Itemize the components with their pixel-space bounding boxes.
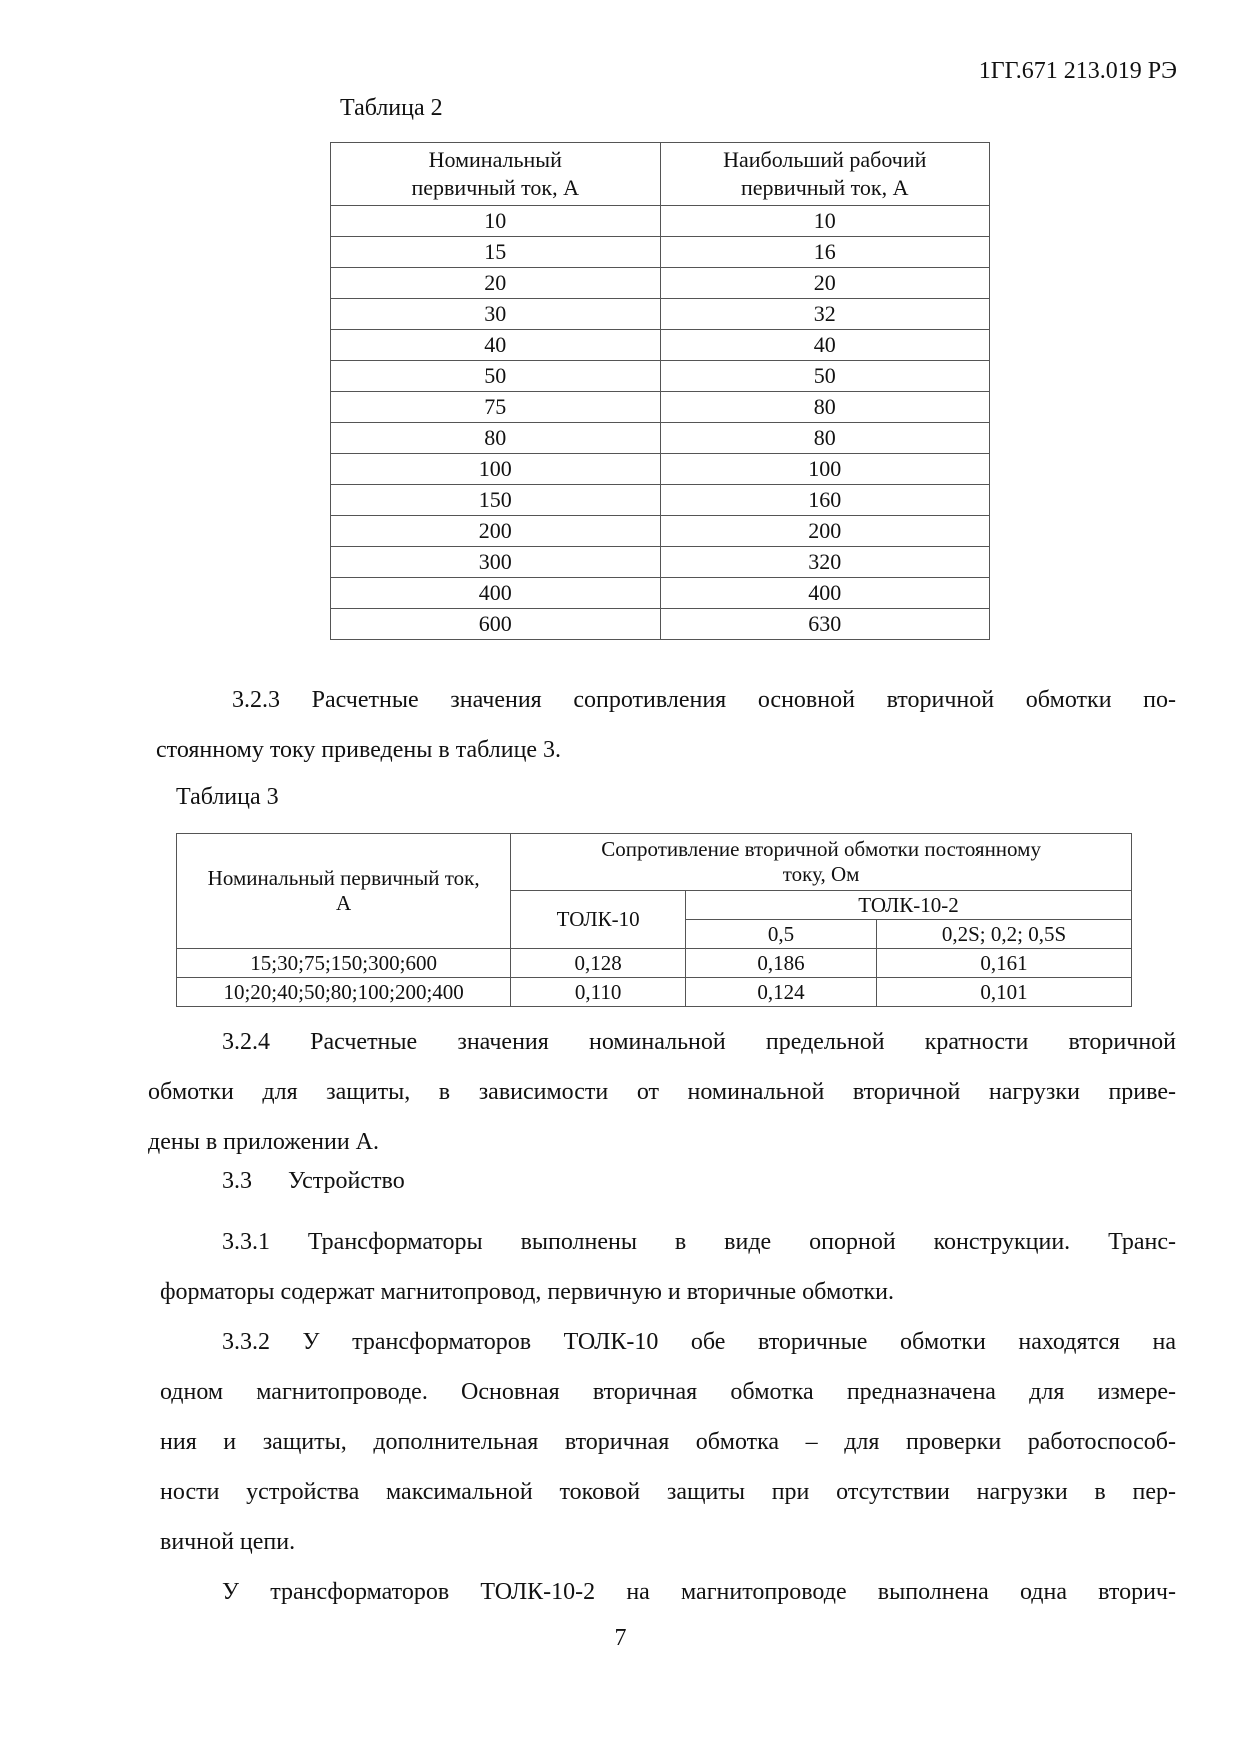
table-2 [330,142,990,640]
document-code: 1ГГ.671 213.019 РЭ [978,58,1177,84]
column-header-tolk-10-2: ТОЛК-10-2 [686,891,1132,920]
cell-nominal-current: 50 [331,361,661,392]
text-line: дены в приложении А. [148,1129,380,1155]
header-line: Номинальный первичный ток, [207,866,480,890]
paragraph-3-3-2 [160,1317,1176,1567]
table-row [331,361,990,392]
cell-nominal-current: 400 [331,578,661,609]
cell-tolk-10: 0,110 [511,978,686,1007]
text-line: ния и защиты, дополнительная вторичная обмотка – для проверки работоспособ- [160,1429,1176,1455]
cell-max-working-current: 32 [660,299,990,330]
column-header-max-working-current [660,143,990,206]
cell-max-working-current: 200 [660,516,990,547]
text-line: обмотки для защиты, в зависимости от номинальной вторичной нагрузки приве- [148,1079,1176,1105]
cell-nominal-current: 300 [331,547,661,578]
cell-nominal-currents: 15;30;75;150;300;600 [177,949,511,978]
column-header-class-0-5: 0,5 [686,920,877,949]
page-number: 7 [614,1625,627,1651]
text-line: одном магнитопроводе. Основная вторичная обмотка предназначена для измере- [160,1379,1176,1405]
cell-tolk-10-2-class-0-5: 0,124 [686,978,877,1007]
header-line: Номинальный [428,147,562,172]
paragraph-3-2-4 [148,1017,1176,1167]
cell-max-working-current: 80 [660,392,990,423]
table-row [331,330,990,361]
table-row [331,268,990,299]
paragraph-3-2-3 [148,675,1176,775]
text-line: ности устройства максимальной токовой защиты при отсутствии нагрузки в пер- [160,1479,1176,1505]
text-line: 3.3.1 Трансформаторы выполнены в виде опорной конструкции. Транс- [222,1229,1176,1255]
table-header-row [177,834,1132,891]
cell-nominal-current: 20 [331,268,661,299]
cell-tolk-10: 0,128 [511,949,686,978]
text-line: вичной цепи. [160,1529,296,1555]
cell-nominal-current: 150 [331,485,661,516]
table-row [177,978,1132,1007]
cell-max-working-current: 320 [660,547,990,578]
cell-nominal-current: 80 [331,423,661,454]
table-row [331,423,990,454]
header-line: Наибольший рабочий [723,147,927,172]
text-line: У трансформаторов ТОЛК-10-2 на магнитопроводе выполнена одна вторич- [222,1579,1176,1605]
cell-max-working-current: 80 [660,423,990,454]
table-row [331,392,990,423]
paragraph-tolk-10-2 [160,1567,1176,1617]
table-header-row [331,143,990,206]
text-line: стоянному току приведены в таблице 3. [156,737,562,763]
header-line: Сопротивление вторичной обмотки постоянному [601,837,1041,861]
table-row [331,237,990,268]
text-line: форматоры содержат магнитопровод, первичную и вторичные обмотки. [160,1279,895,1305]
column-header-nominal-current [331,143,661,206]
table-3-caption: Таблица 3 [176,784,279,810]
cell-nominal-currents: 10;20;40;50;80;100;200;400 [177,978,511,1007]
cell-nominal-current: 15 [331,237,661,268]
table-2-caption: Таблица 2 [340,95,443,121]
cell-nominal-current: 10 [331,206,661,237]
table-row [331,485,990,516]
text-line: 3.3.2 У трансформаторов ТОЛК-10 обе вторичные обмотки находятся на [222,1329,1176,1355]
cell-max-working-current: 100 [660,454,990,485]
cell-max-working-current: 50 [660,361,990,392]
section-number: 3.3 [222,1168,252,1194]
cell-max-working-current: 10 [660,206,990,237]
cell-tolk-10-2-class-other: 0,101 [877,978,1132,1007]
table-row [331,454,990,485]
header-line: А [336,891,352,915]
cell-max-working-current: 160 [660,485,990,516]
cell-nominal-current: 200 [331,516,661,547]
cell-nominal-current: 75 [331,392,661,423]
column-header-tolk-10: ТОЛК-10 [511,891,686,949]
column-header-nominal-current [177,834,511,949]
header-line: току, Ом [782,862,860,886]
table-row [331,609,990,640]
column-header-class-other: 0,2S; 0,2; 0,5S [877,920,1132,949]
table-row [331,578,990,609]
table-row [331,206,990,237]
table-row [331,299,990,330]
table-row [177,949,1132,978]
cell-max-working-current: 630 [660,609,990,640]
cell-tolk-10-2-class-other: 0,161 [877,949,1132,978]
cell-nominal-current: 600 [331,609,661,640]
table-3 [176,833,1132,1007]
cell-nominal-current: 30 [331,299,661,330]
cell-max-working-current: 40 [660,330,990,361]
column-header-resistance [511,834,1132,891]
header-line: первичный ток, А [741,175,909,200]
cell-max-working-current: 400 [660,578,990,609]
table-row [331,516,990,547]
section-title: Устройство [288,1168,405,1194]
header-line: первичный ток, А [411,175,579,200]
section-3-3-heading [222,1168,405,1195]
cell-nominal-current: 40 [331,330,661,361]
paragraph-3-3-1 [160,1217,1176,1317]
cell-max-working-current: 20 [660,268,990,299]
table-row [331,547,990,578]
text-line: 3.2.4 Расчетные значения номинальной предельной кратности вторичной [222,1029,1176,1055]
cell-tolk-10-2-class-0-5: 0,186 [686,949,877,978]
cell-nominal-current: 100 [331,454,661,485]
cell-max-working-current: 16 [660,237,990,268]
text-line: 3.2.3 Расчетные значения сопротивления основной вторичной обмотки по- [232,687,1176,713]
